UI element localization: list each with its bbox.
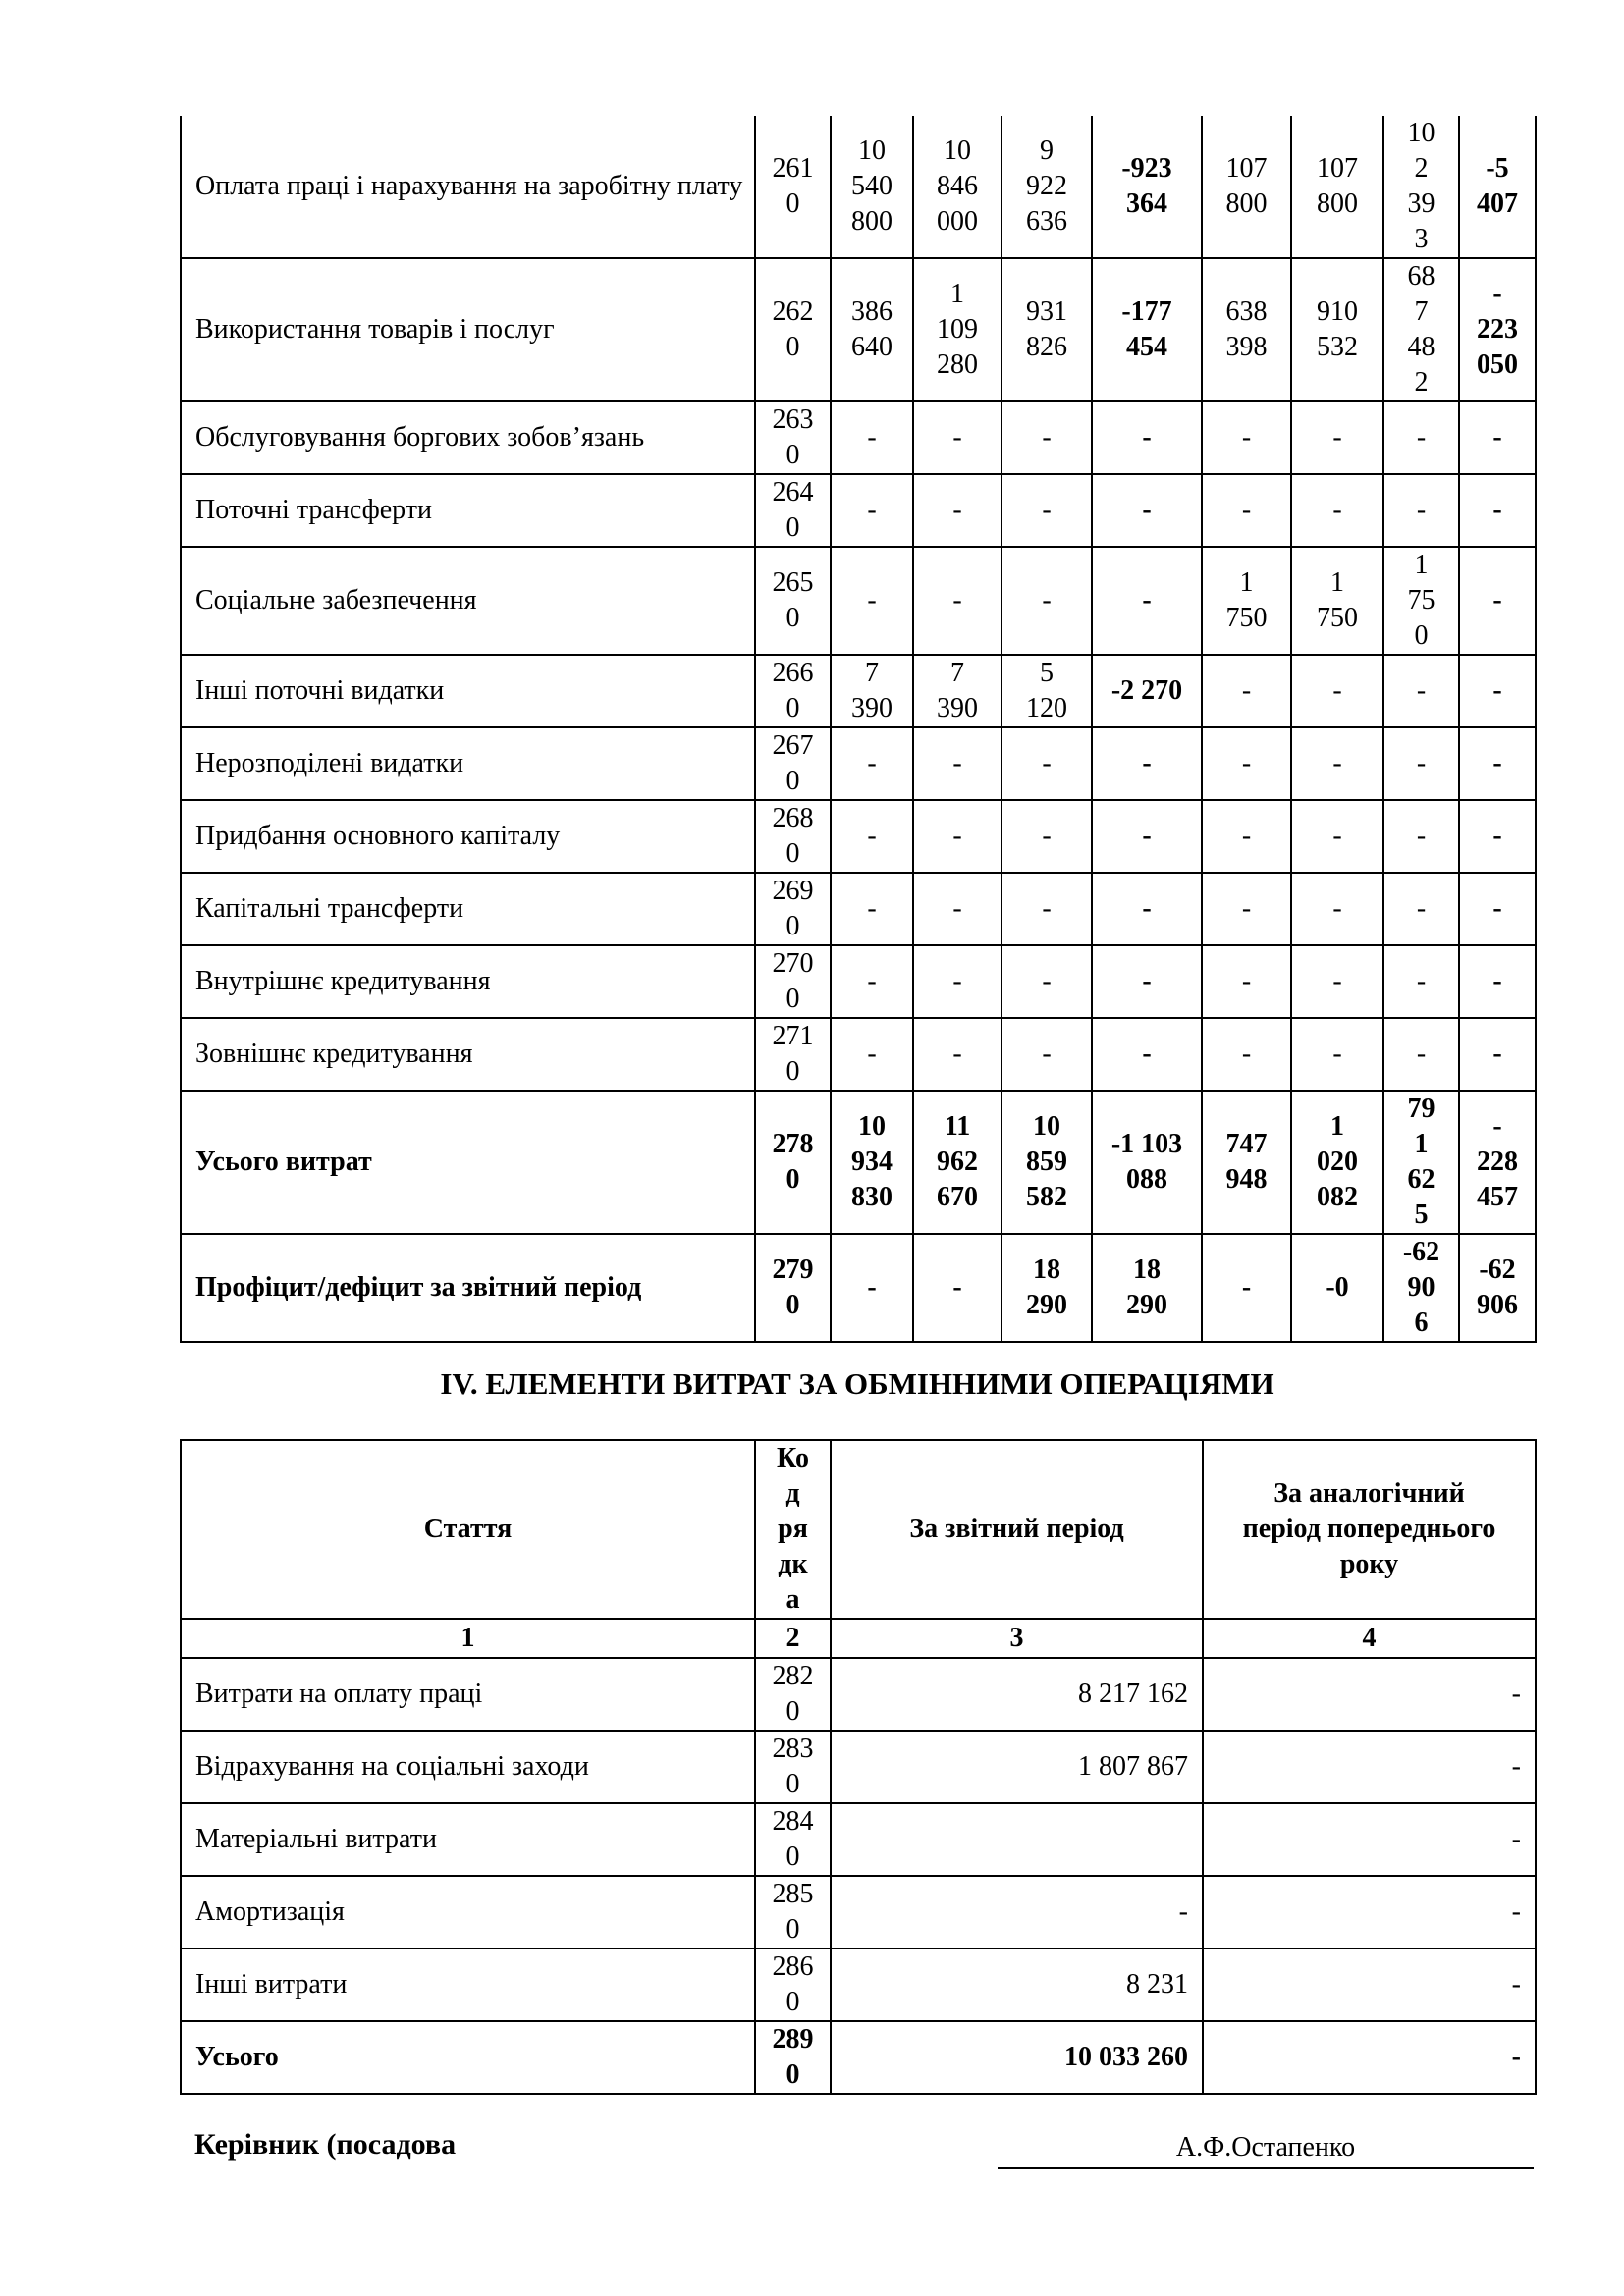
colnum-4: 4 (1203, 1619, 1536, 1658)
row-label: Придбання основного капіталу (181, 800, 755, 873)
row-period-value: 8 231 (831, 1949, 1203, 2021)
cell-c4: - (913, 547, 1001, 655)
cell-c8: - (1291, 945, 1383, 1018)
cell-c7: - (1202, 945, 1291, 1018)
cell-code: 261 0 (755, 116, 831, 258)
cell-c10: - (1459, 945, 1536, 1018)
cell-c5: 931 826 (1001, 258, 1092, 401)
cell-c10: - (1459, 727, 1536, 800)
cell-c5: 10 859 582 (1001, 1091, 1092, 1234)
cell-c4: - (913, 945, 1001, 1018)
cell-c5: - (1001, 873, 1092, 945)
row-label: Витрати на оплату праці (181, 1658, 755, 1731)
cell-c10: - (1459, 873, 1536, 945)
cell-c7: - (1202, 873, 1291, 945)
cell-c10: - (1459, 800, 1536, 873)
cell-c6: - (1092, 727, 1202, 800)
cell-c4: - (913, 401, 1001, 474)
row-code: 285 0 (755, 1876, 831, 1949)
budget-expenses-table (180, 116, 1537, 1343)
cell-c9: - (1383, 800, 1459, 873)
cell-c9: 1 75 0 (1383, 547, 1459, 655)
row-label: Амортизація (181, 1876, 755, 1949)
row-label: Соціальне забезпечення (181, 547, 755, 655)
cell-c9: -62 90 6 (1383, 1234, 1459, 1342)
cell-c8: 1 020 082 (1291, 1091, 1383, 1234)
section-title: IV. ЕЛЕМЕНТИ ВИТРАТ ЗА ОБМІННИМИ ОПЕРАЦІЯМИ (440, 1366, 1274, 1401)
cell-c8: 1 750 (1291, 547, 1383, 655)
table-row (181, 655, 1536, 727)
cell-c6: - (1092, 873, 1202, 945)
cell-c6: 18 290 (1092, 1234, 1202, 1342)
cell-c6: -2 270 (1092, 655, 1202, 727)
table-row (181, 1658, 1536, 1731)
table-row (181, 945, 1536, 1018)
cell-c4: - (913, 727, 1001, 800)
cell-c9: - (1383, 655, 1459, 727)
table-row (181, 1731, 1536, 1803)
cell-c6: -177 454 (1092, 258, 1202, 401)
cell-c5: 18 290 (1001, 1234, 1092, 1342)
cell-c9: 10 2 39 3 (1383, 116, 1459, 258)
row-label: Відрахування на соціальні заходи (181, 1731, 755, 1803)
row-prev-value: - (1203, 1876, 1536, 1949)
cell-c10: - (1459, 401, 1536, 474)
row-code: 282 0 (755, 1658, 831, 1731)
cell-c3: - (831, 1234, 913, 1342)
cell-c10: - (1459, 474, 1536, 547)
cell-c5: - (1001, 945, 1092, 1018)
table-row (181, 116, 1536, 258)
cell-c6: - (1092, 474, 1202, 547)
cell-code: 268 0 (755, 800, 831, 873)
cell-c4: - (913, 800, 1001, 873)
table-row (181, 1018, 1536, 1091)
cell-c10: - (1459, 1018, 1536, 1091)
cell-c6: - (1092, 547, 1202, 655)
row-label: Усього (181, 2021, 755, 2094)
cell-c10: -5 407 (1459, 116, 1536, 258)
header-code: Ко д ря дк а (755, 1440, 831, 1619)
cell-code: 279 0 (755, 1234, 831, 1342)
cell-c3: - (831, 401, 913, 474)
row-prev-value: - (1203, 1731, 1536, 1803)
cell-c7: 1 750 (1202, 547, 1291, 655)
table-row (181, 258, 1536, 401)
cell-c7: 107 800 (1202, 116, 1291, 258)
cell-c9: - (1383, 873, 1459, 945)
row-period-value: - (831, 1876, 1203, 1949)
cell-c3: 10 934 830 (831, 1091, 913, 1234)
table-row (181, 727, 1536, 800)
cell-c10: - (1459, 655, 1536, 727)
cell-c7: - (1202, 727, 1291, 800)
table-row (181, 1234, 1536, 1342)
cell-c5: - (1001, 547, 1092, 655)
cell-c8: - (1291, 401, 1383, 474)
cell-code: 271 0 (755, 1018, 831, 1091)
cell-c8: - (1291, 1018, 1383, 1091)
colnum-2: 2 (755, 1619, 831, 1658)
table-row (181, 2021, 1536, 2094)
colnum-1: 1 (181, 1619, 755, 1658)
table-row (181, 1949, 1536, 2021)
cell-c9: - (1383, 401, 1459, 474)
cell-c6: - (1092, 945, 1202, 1018)
row-label: Усього витрат (181, 1091, 755, 1234)
cell-c4: - (913, 1234, 1001, 1342)
cell-code: 270 0 (755, 945, 831, 1018)
row-label: Нерозподілені видатки (181, 727, 755, 800)
cell-c6: - (1092, 1018, 1202, 1091)
row-period-value: 10 033 260 (831, 2021, 1203, 2094)
cell-c10: - 228 457 (1459, 1091, 1536, 1234)
cell-c8: 910 532 (1291, 258, 1383, 401)
cell-c6: - (1092, 800, 1202, 873)
cell-c10: - 223 050 (1459, 258, 1536, 401)
cell-code: 265 0 (755, 547, 831, 655)
row-code: 289 0 (755, 2021, 831, 2094)
cell-c7: 638 398 (1202, 258, 1291, 401)
row-label: Інші витрати (181, 1949, 755, 2021)
cell-c7: - (1202, 800, 1291, 873)
table-row (181, 401, 1536, 474)
cell-c5: - (1001, 800, 1092, 873)
row-prev-value: - (1203, 1803, 1536, 1876)
cell-c7: - (1202, 401, 1291, 474)
cell-c9: 79 1 62 5 (1383, 1091, 1459, 1234)
cell-code: 264 0 (755, 474, 831, 547)
cell-code: 267 0 (755, 727, 831, 800)
header-prev-period: За аналогічний період попереднього року (1203, 1440, 1536, 1619)
cell-c6: -1 103 088 (1092, 1091, 1202, 1234)
cell-c8: -0 (1291, 1234, 1383, 1342)
row-period-value (831, 1803, 1203, 1876)
table-row (181, 474, 1536, 547)
row-label: Капітальні трансферти (181, 873, 755, 945)
cell-c8: - (1291, 873, 1383, 945)
header-period: За звітний період (831, 1440, 1203, 1619)
cell-c4: - (913, 873, 1001, 945)
cell-c5: 9 922 636 (1001, 116, 1092, 258)
cell-c8: 107 800 (1291, 116, 1383, 258)
cell-c5: - (1001, 474, 1092, 547)
cell-c3: 10 540 800 (831, 116, 913, 258)
cell-c5: - (1001, 1018, 1092, 1091)
cell-code: 269 0 (755, 873, 831, 945)
row-label: Профіцит/дефіцит за звітний період (181, 1234, 755, 1342)
cell-c10: -62 906 (1459, 1234, 1536, 1342)
cell-code: 263 0 (755, 401, 831, 474)
row-label: Інші поточні видатки (181, 655, 755, 727)
cell-c7: - (1202, 1018, 1291, 1091)
cell-code: 262 0 (755, 258, 831, 401)
row-code: 283 0 (755, 1731, 831, 1803)
cell-c4: - (913, 1018, 1001, 1091)
cell-c8: - (1291, 655, 1383, 727)
cell-c3: - (831, 945, 913, 1018)
cell-c3: - (831, 800, 913, 873)
cell-c3: 386 640 (831, 258, 913, 401)
cell-c5: - (1001, 727, 1092, 800)
cell-c3: - (831, 474, 913, 547)
cell-c4: - (913, 474, 1001, 547)
row-code: 286 0 (755, 1949, 831, 2021)
cell-c3: 7 390 (831, 655, 913, 727)
row-label: Зовнішнє кредитування (181, 1018, 755, 1091)
row-label: Оплата праці і нарахування на заробітну плату (181, 116, 755, 258)
signature-title: Керівник (посадова (194, 2128, 457, 2161)
table-row (181, 800, 1536, 873)
cell-c4: 1 109 280 (913, 258, 1001, 401)
cell-c7: - (1202, 1234, 1291, 1342)
row-label: Використання товарів і послуг (181, 258, 755, 401)
table-row (181, 873, 1536, 945)
cell-c3: - (831, 727, 913, 800)
table-row (181, 547, 1536, 655)
cell-c9: - (1383, 1018, 1459, 1091)
cell-c9: 68 7 48 2 (1383, 258, 1459, 401)
row-prev-value: - (1203, 2021, 1536, 2094)
colnum-3: 3 (831, 1619, 1203, 1658)
table-row (181, 1803, 1536, 1876)
cell-c7: 747 948 (1202, 1091, 1291, 1234)
cell-c3: - (831, 547, 913, 655)
cell-c7: - (1202, 655, 1291, 727)
cell-code: 266 0 (755, 655, 831, 727)
cell-c8: - (1291, 727, 1383, 800)
signature-name: А.Ф.Остапенко (998, 2132, 1534, 2169)
header-article: Стаття (181, 1440, 755, 1619)
cell-c9: - (1383, 474, 1459, 547)
cell-c7: - (1202, 474, 1291, 547)
cell-c6: -923 364 (1092, 116, 1202, 258)
row-label: Матеріальні витрати (181, 1803, 755, 1876)
row-period-value: 8 217 162 (831, 1658, 1203, 1731)
expense-elements-table (180, 1439, 1537, 2095)
row-label: Обслуговування боргових зобов’язань (181, 401, 755, 474)
row-prev-value: - (1203, 1658, 1536, 1731)
row-period-value: 1 807 867 (831, 1731, 1203, 1803)
cell-c6: - (1092, 401, 1202, 474)
row-code: 284 0 (755, 1803, 831, 1876)
cell-c3: - (831, 873, 913, 945)
cell-c5: 5 120 (1001, 655, 1092, 727)
cell-c9: - (1383, 945, 1459, 1018)
cell-code: 278 0 (755, 1091, 831, 1234)
cell-c8: - (1291, 474, 1383, 547)
cell-c9: - (1383, 727, 1459, 800)
cell-c4: 11 962 670 (913, 1091, 1001, 1234)
row-prev-value: - (1203, 1949, 1536, 2021)
row-label: Поточні трансферти (181, 474, 755, 547)
cell-c3: - (831, 1018, 913, 1091)
row-label: Внутрішнє кредитування (181, 945, 755, 1018)
cell-c4: 10 846 000 (913, 116, 1001, 258)
cell-c5: - (1001, 401, 1092, 474)
cell-c4: 7 390 (913, 655, 1001, 727)
table-row (181, 1876, 1536, 1949)
cell-c8: - (1291, 800, 1383, 873)
table-row (181, 1091, 1536, 1234)
cell-c10: - (1459, 547, 1536, 655)
